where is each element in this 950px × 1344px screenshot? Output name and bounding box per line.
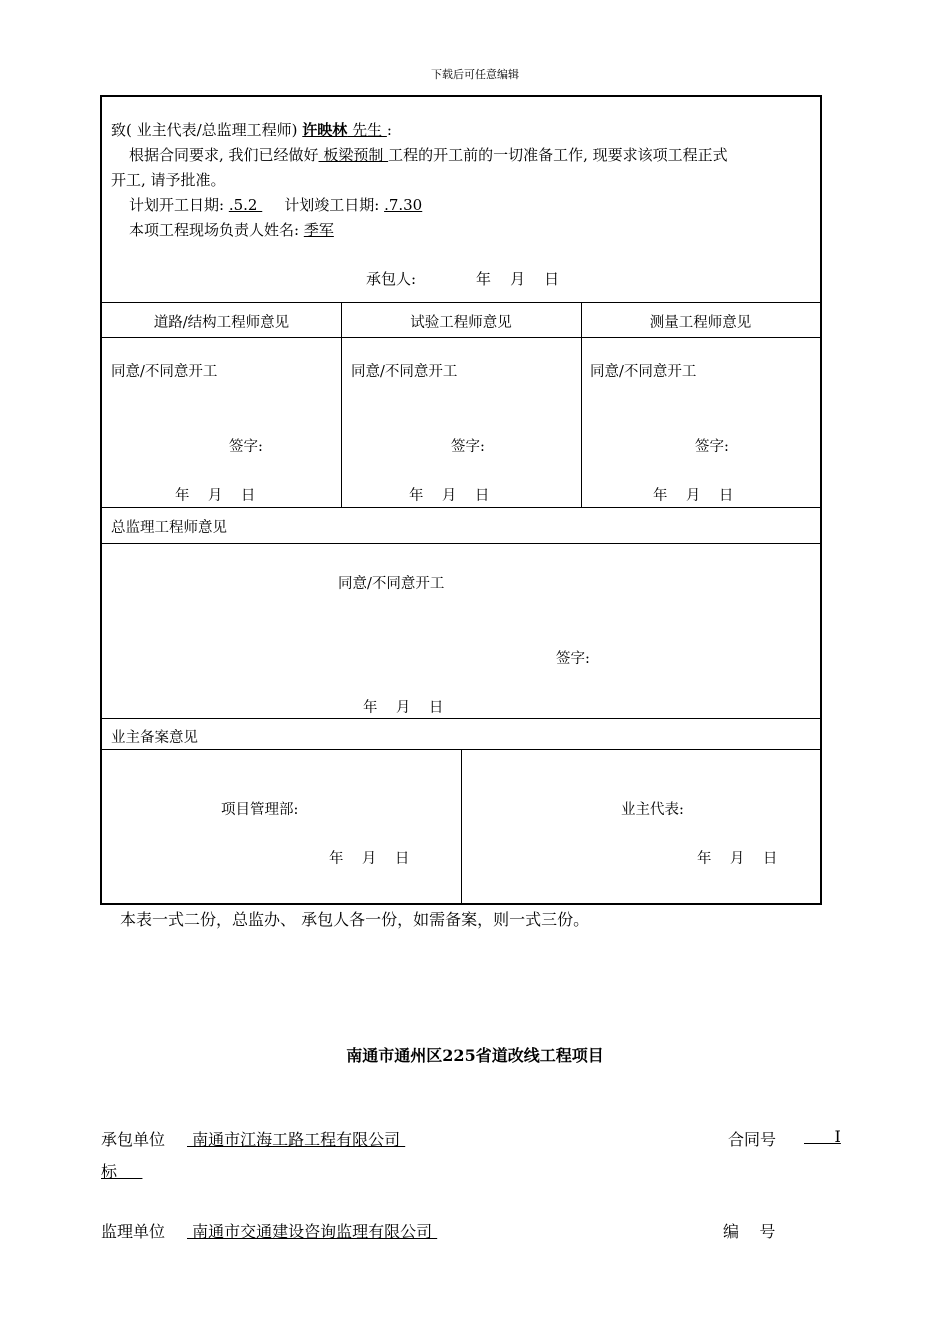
- site-manager-name: 季军: [303, 221, 334, 239]
- contract-no-label: 合同号: [728, 1130, 777, 1149]
- road-engineer-opinion: 同意/不同意开工: [111, 364, 218, 380]
- divider: [102, 543, 820, 544]
- chief-date: 年 月 日: [363, 700, 444, 716]
- end-date: .7.30: [384, 196, 423, 214]
- survey-engineer-heading: 测量工程师意见: [649, 315, 752, 331]
- request-body-line2: 开工, 请予批准。: [111, 171, 226, 189]
- divider: [102, 302, 820, 303]
- page-header-note: 下载后可任意编辑: [431, 68, 519, 81]
- supervisor-unit-value: 南通市交通建设咨询监理有限公司: [187, 1222, 438, 1241]
- supervisor-unit-label: 监理单位: [101, 1222, 166, 1241]
- project-dept-label: 项目管理部:: [221, 802, 299, 818]
- owner-heading: 业主备案意见: [111, 730, 198, 746]
- divider: [102, 337, 820, 338]
- chief-signature: 签字:: [556, 651, 590, 667]
- chief-opinion: 同意/不同意开工: [338, 576, 445, 592]
- survey-engineer-date: 年 月 日: [653, 488, 734, 504]
- work-item: 板梁预制: [318, 146, 389, 164]
- owner-rep-date: 年 月 日: [697, 851, 778, 867]
- planned-dates: 计划开工日期: .5.2 计划竣工日期: .7.30: [129, 196, 423, 214]
- request-body: 根据合同要求, 我们已经做好 板梁预制 工程的开工前的一切准备工作, 现要求该项工程正式: [129, 146, 728, 164]
- project-title: 南通市通州区225省道改线工程项目: [346, 1046, 604, 1065]
- road-engineer-signature: 签字:: [229, 439, 263, 455]
- divider: [102, 507, 820, 508]
- column-divider: [581, 302, 582, 507]
- commencement-form: [100, 95, 822, 905]
- contractor-date: 年 月 日: [476, 270, 560, 288]
- project-dept-date: 年 月 日: [329, 851, 410, 867]
- survey-engineer-opinion: 同意/不同意开工: [590, 364, 697, 380]
- road-engineer-date: 年 月 日: [175, 488, 256, 504]
- contractor-unit-value: 南通市江海工路工程有限公司: [187, 1130, 406, 1149]
- contractor-unit-label: 承包单位: [101, 1130, 166, 1149]
- column-divider: [461, 749, 462, 903]
- addressee-name: 许映林: [302, 121, 348, 139]
- start-date: .5.2: [228, 196, 263, 214]
- contract-no-suffix: 标: [101, 1162, 143, 1181]
- test-engineer-signature: 签字:: [451, 439, 485, 455]
- addressee-line: 致( 业主代表/总监理工程师) 许映林 先生 :: [111, 121, 392, 139]
- contract-no-value: Ⅰ: [804, 1127, 841, 1146]
- survey-engineer-signature: 签字:: [695, 439, 729, 455]
- road-engineer-heading: 道路/结构工程师意见: [153, 315, 290, 331]
- divider: [102, 718, 820, 719]
- test-engineer-opinion: 同意/不同意开工: [351, 364, 458, 380]
- footnote: 本表一式二份，总监办、 承包人各一份，如需备案，则一式三份。: [120, 910, 590, 929]
- chief-heading: 总监理工程师意见: [111, 520, 227, 536]
- owner-rep-label: 业主代表:: [621, 802, 684, 818]
- site-manager: 本项工程现场负责人姓名: 季军: [129, 221, 334, 239]
- contractor-label: 承包人:: [366, 270, 417, 288]
- test-engineer-date: 年 月 日: [409, 488, 490, 504]
- test-engineer-heading: 试验工程师意见: [410, 315, 512, 331]
- serial-no-label: 编 号: [723, 1222, 776, 1241]
- column-divider: [341, 302, 342, 507]
